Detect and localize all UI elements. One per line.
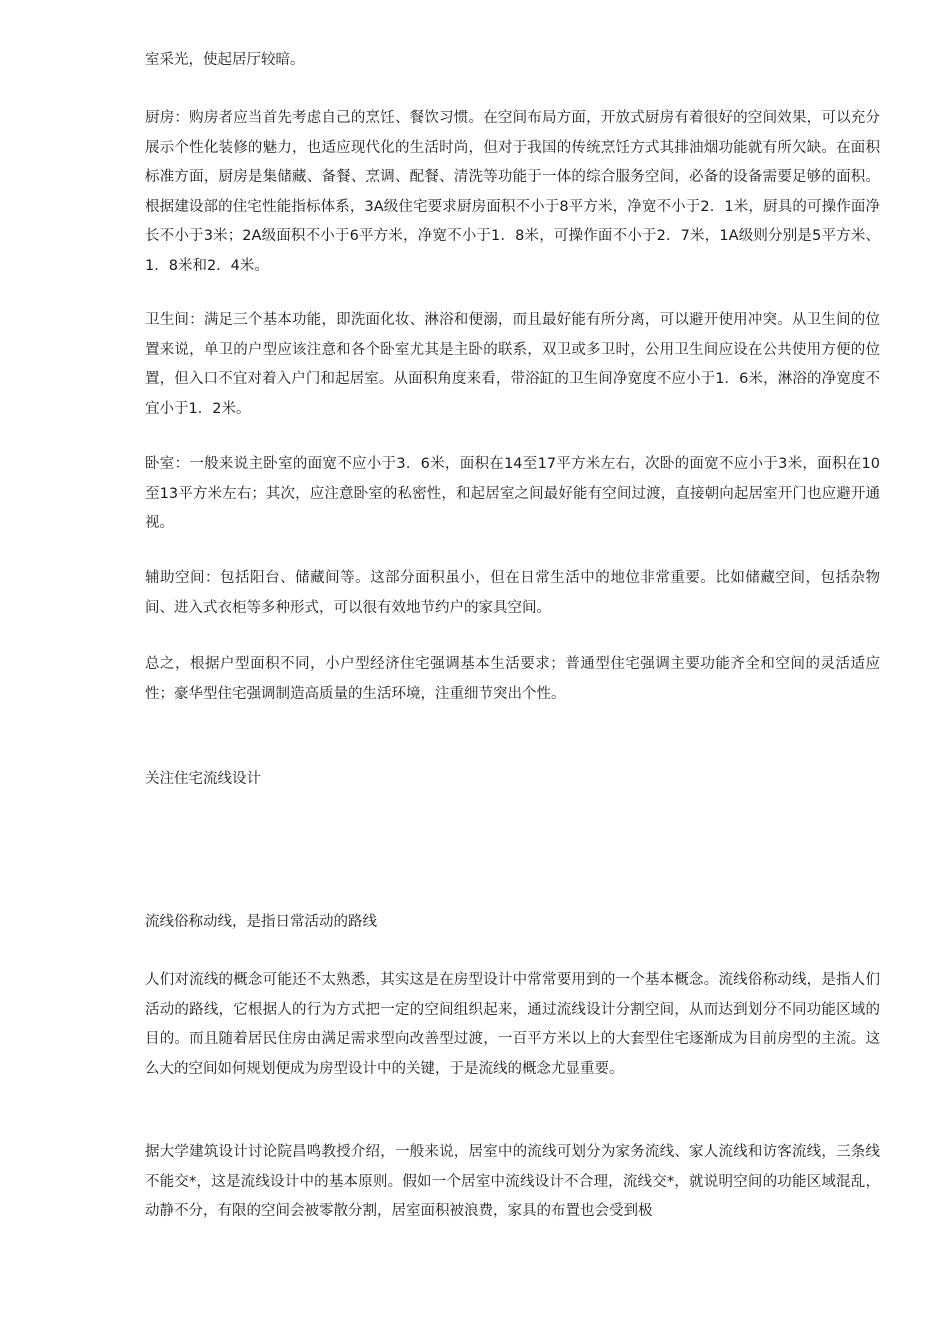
section-heading-flow-definition: 流线俗称动线，是指日常活动的路线 <box>145 914 377 930</box>
paragraph-summary: 总之，根据户型面积不同，小户型经济住宅强调基本生活要求；普通型住宅强调主要功能齐全和空间的灵活适应性；豪华型住宅强调制造高质量的生活环境，注重细节突出个性。 <box>145 656 880 702</box>
paragraph-flow-principles: 据大学建筑设计讨论院昌鸣教授介绍，一般来说，居室中的流线可划分为家务流线、家人流线和访客流线，三条线不能交*，这是流线设计中的基本原则。假如一个居室中流线设计不合理，流线交*，就说明空间的功能区域混乱，动静不分，有限的空间会被零散分割，居室面积被浪费，家具的布置也会受到极 <box>145 1144 880 1219</box>
paragraph-bathroom: 卫生间：满足三个基本功能，即洗面化妆、淋浴和便溺，而且最好能有所分离，可以避开使用冲突。从卫生间的位置来说，单卫的户型应该注意和各个卧室尤其是主卧的联系，双卫或多卫时，公用卫生间应设在公共使用方便的位置，但入口不宜对着入户门和起居室。从面积角度来看，带浴缸的卫生间净宽度不应小于1．6米，淋浴的净宽度不宜小于1．2米。 <box>145 312 880 417</box>
paragraph-flow-concept: 人们对流线的概念可能还不太熟悉，其实这是在房型设计中常常要用到的一个基本概念。流线俗称动线，是指人们活动的路线，它根据人的行为方式把一定的空间组织起来，通过流线设计分割空间，从而达到划分不同功能区域的目的。而且随着居民住房由满足需求型向改善型过渡，一百平方米以上的大套型住宅逐渐成为目前房型的主流。这么大的空间如何规划便成为房型设计中的关键，于是流线的概念尤显重要。 <box>145 972 880 1077</box>
paragraph-bedroom: 卧室：一般来说主卧室的面宽不应小于3．6米，面积在14至17平方米左右，次卧的面宽不应小于3米，面积在10至13平方米左右；其次，应注意卧室的私密性，和起居室之间最好能有空间过渡，直接朝向起居室开门也应避开通视。 <box>145 456 880 531</box>
paragraph-kitchen: 厨房：购房者应当首先考虑自己的烹饪、餐饮习惯。在空间布局方面，开放式厨房有着很好的空间效果，可以充分展示个性化装修的魅力，也适应现代化的生活时尚，但对于我国的传统烹饪方式其排油烟功能就有所欠缺。在面积标准方面，厨房是集储藏、备餐、烹调、配餐、清洗等功能于一体的综合服务空间，必备的设备需要足够的面积。根据建设部的住宅性能指标体系，3A级住宅要求厨房面积不小于8平方米，净宽不小于2．1米，厨具的可操作面净长不小于3米；2A级面积不小于6平方米，净宽不小于1．8米，可操作面不小于2．7米，1A级则分别是5平方米、1．8米和2．4米。 <box>145 110 880 274</box>
section-heading-flow-design: 关注住宅流线设计 <box>145 771 261 787</box>
paragraph-auxiliary-space: 辅助空间：包括阳台、储藏间等。这部分面积虽小，但在日常生活中的地位非常重要。比如储藏空间，包括杂物间、进入式衣柜等多种形式，可以很有效地节约户的家具空间。 <box>145 570 880 616</box>
paragraph-living-room-end: 室采光，使起居厅较暗。 <box>145 52 305 68</box>
